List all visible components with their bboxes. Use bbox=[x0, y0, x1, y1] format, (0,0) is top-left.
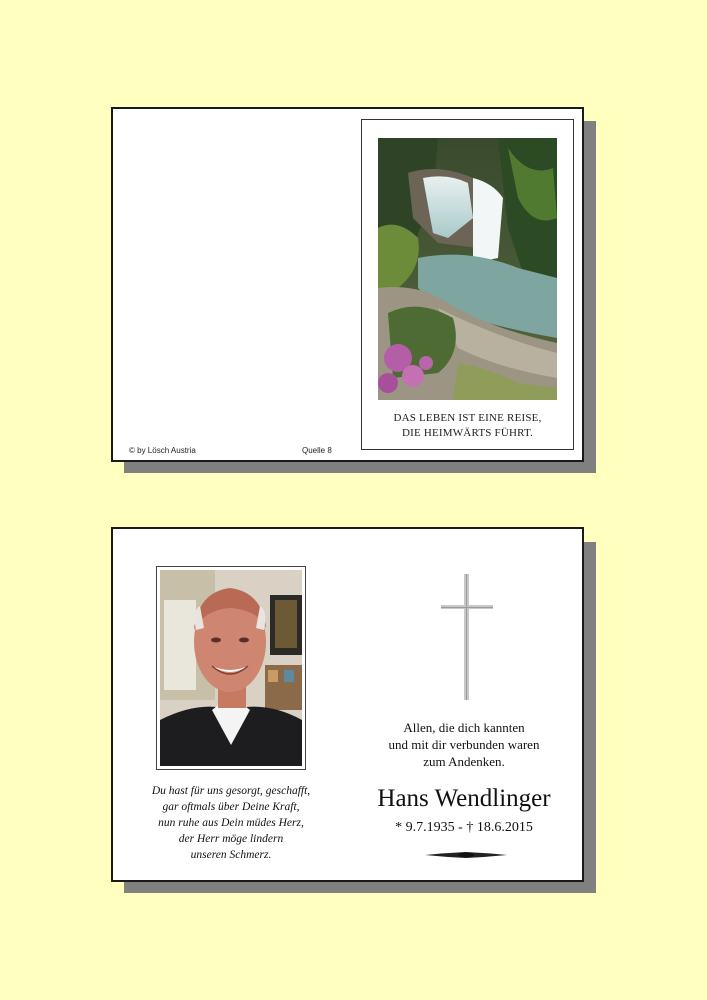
inner-card bbox=[111, 527, 584, 882]
remembrance-line: Allen, die dich kannten bbox=[403, 720, 525, 735]
source-text: Quelle 8 bbox=[302, 446, 332, 455]
poem-line: unseren Schmerz. bbox=[190, 849, 272, 861]
ornament-divider-icon bbox=[425, 851, 507, 859]
life-dates: * 9.7.1935 - † 18.6.2015 bbox=[395, 820, 533, 835]
waterfall-image bbox=[378, 138, 557, 400]
cover-frame bbox=[361, 119, 574, 450]
poem-line: nun ruhe aus Dein müdes Herz, bbox=[158, 817, 304, 829]
poem-line: der Herr möge lindern bbox=[178, 833, 284, 845]
portrait-photo bbox=[160, 570, 302, 766]
poem-line: gar oftmals über Deine Kraft, bbox=[162, 801, 300, 813]
poem-line: Du hast für uns gesorgt, geschafft, bbox=[151, 785, 311, 797]
portrait-frame bbox=[156, 566, 306, 770]
remembrance-line: zum Andenken. bbox=[423, 754, 505, 769]
remembrance-line: und mit dir verbunden waren bbox=[388, 737, 540, 752]
copyright-text: © by Lösch Austria bbox=[129, 446, 196, 455]
front-card bbox=[111, 107, 584, 462]
motto-line-2: DIE HEIMWÄRTS FÜHRT. bbox=[401, 427, 534, 439]
deceased-name: Hans Wendlinger bbox=[377, 785, 551, 812]
motto-line-1: DAS LEBEN IST EINE REISE, bbox=[393, 412, 542, 424]
cross-icon bbox=[439, 572, 495, 702]
